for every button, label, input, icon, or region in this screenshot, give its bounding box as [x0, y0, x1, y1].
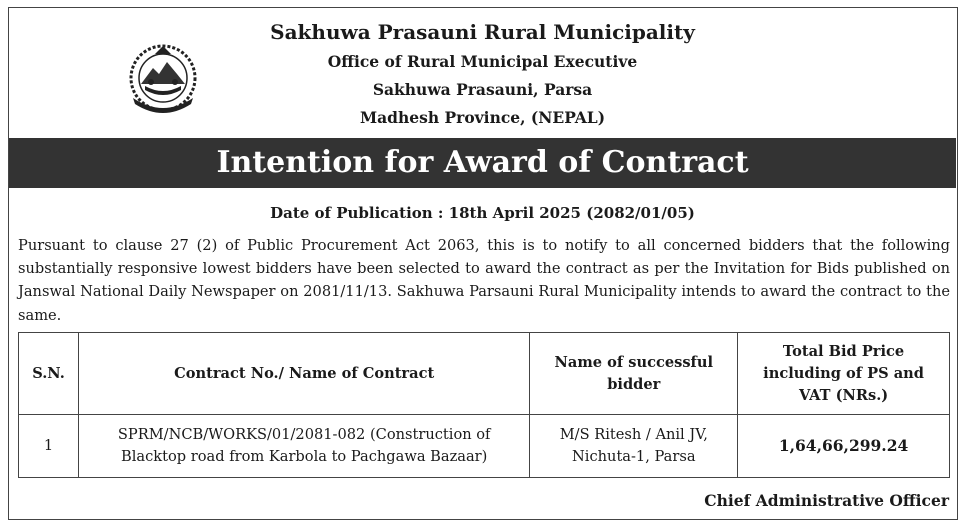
signature: Chief Administrative Officer — [704, 491, 949, 510]
table-row — [19, 415, 950, 478]
cell-bidder: M/S Ritesh / Anil JV, Nichuta-1, Parsa — [530, 415, 738, 478]
col-header-sn: S.N. — [19, 333, 79, 415]
award-table — [18, 332, 950, 478]
notice-body: Pursuant to clause 27 (2) of Public Procurement Act 2063, this is to notify to all concerned bidders that the following substantially responsive lowest bidders have been selected to award the contract as per the Invitation for Bids published on Janswal National Daily Newspaper on 2081/11/13. Sakhuwa Parsauni Rural Municipality intends to award the contract to the same. — [18, 237, 950, 324]
office-name: Office of Rural Municipal Executive — [327, 52, 638, 71]
office-address: Sakhuwa Prasauni, Parsa — [372, 80, 593, 99]
letterhead — [9, 8, 956, 140]
col-header-contract: Contract No./ Name of Contract — [78, 333, 529, 415]
cell-contract: SPRM/NCB/WORKS/01/2081-082 (Construction of Blacktop road from Karbola to Pachgawa Bazaar) — [78, 415, 529, 478]
cell-price: 1,64,66,299.24 — [738, 415, 950, 478]
notice-title: Intention for Award of Contract — [9, 138, 956, 188]
notice-frame — [8, 7, 958, 520]
col-header-bidder: Name of successful bidder — [530, 333, 738, 415]
publication-date: Date of Publication : 18th April 2025 (2082/01/05) — [270, 204, 695, 222]
table-header-row — [19, 333, 950, 415]
office-province: Madhesh Province, (NEPAL) — [359, 108, 606, 127]
cell-sn: 1 — [19, 415, 79, 478]
col-header-price: Total Bid Price including of PS and VAT (NRs.) — [738, 333, 950, 415]
municipality-name: Sakhuwa Prasauni Rural Municipality — [270, 20, 695, 44]
